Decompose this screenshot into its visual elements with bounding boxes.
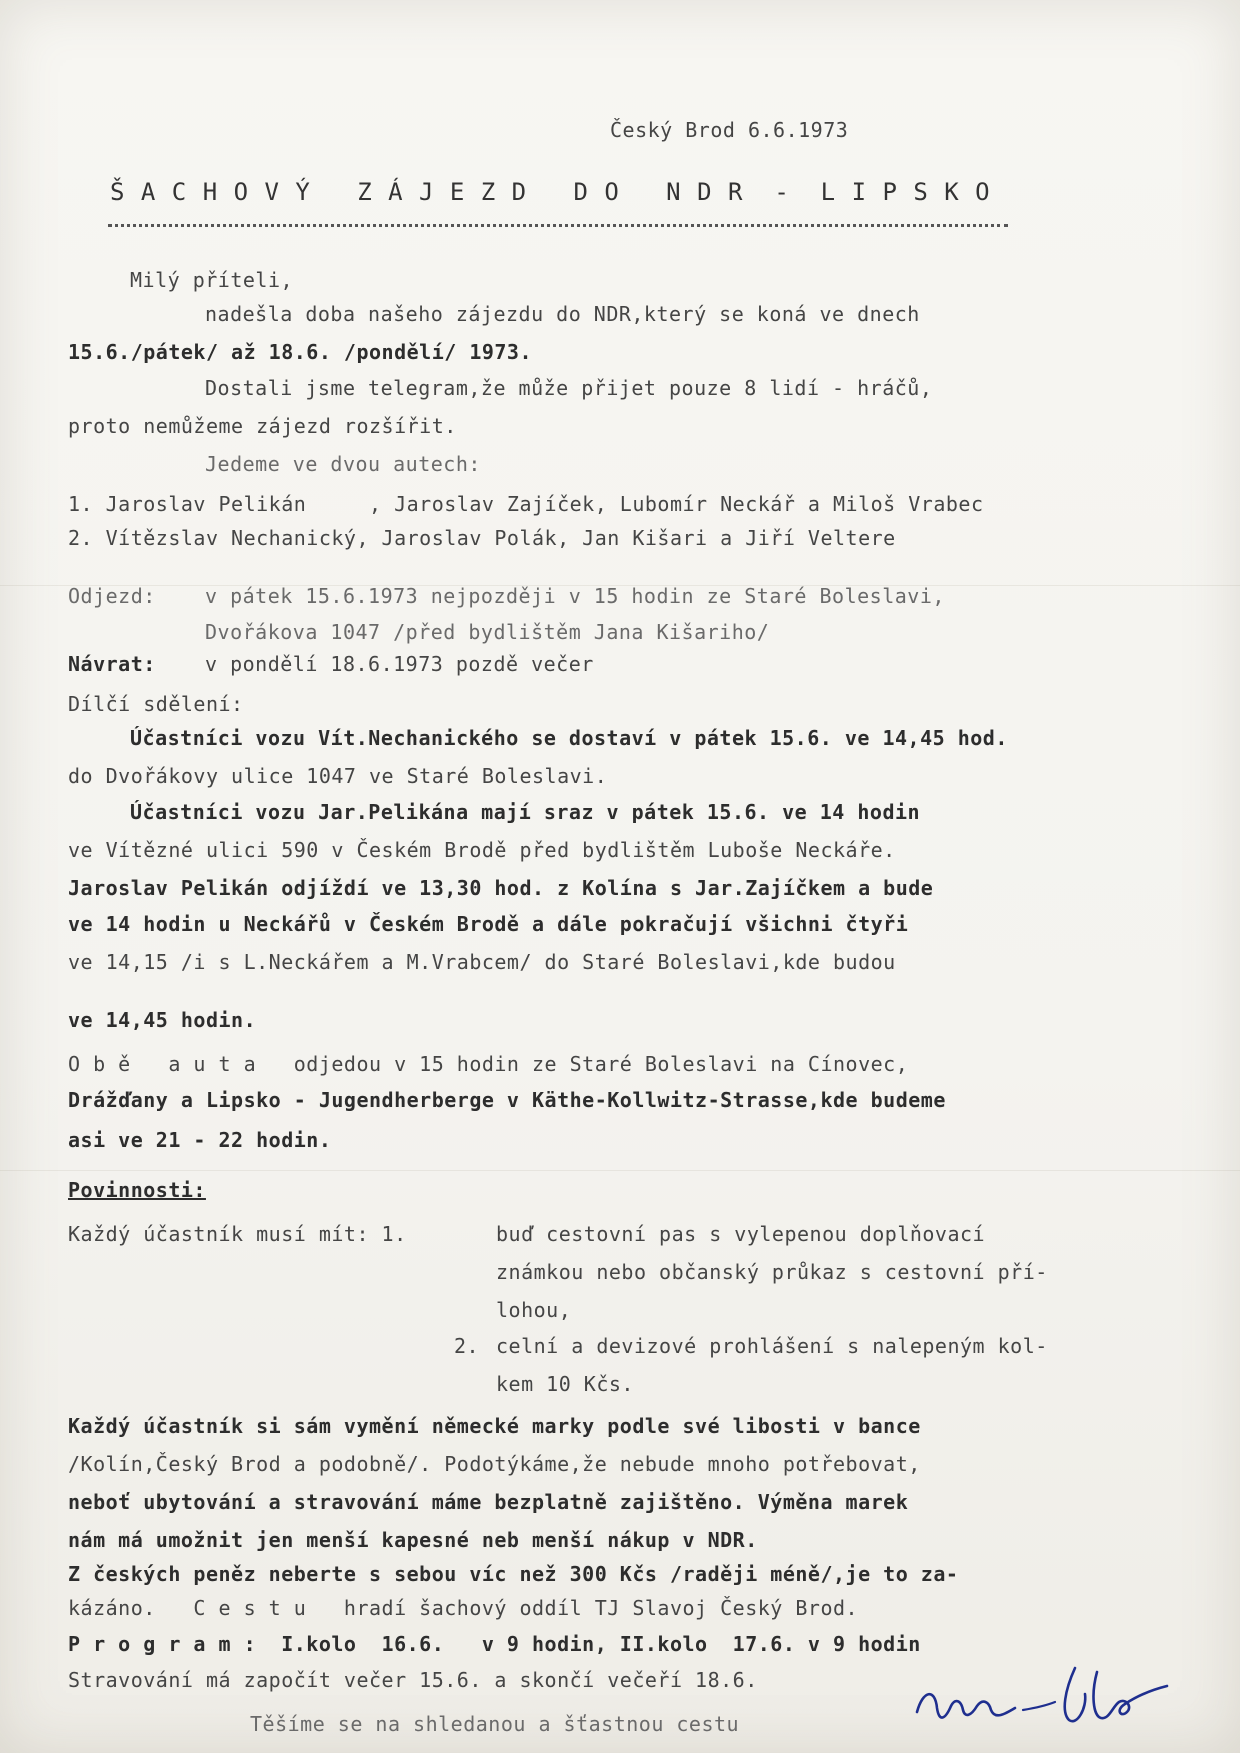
closing-line: P r o g r a m : I.kolo 16.6. v 9 hodin, II.kolo 17.6. v 9 hodin [68,1632,921,1656]
paper-fold-line [0,1170,1240,1171]
notice-line: Účastníci vozu Jar.Pelikána mají sraz v pátek 15.6. ve 14 hodin [130,800,921,824]
closing-line: nám má umožnit jen menší kapesné neb menší nákup v NDR. [68,1528,758,1552]
duty-item: celní a devizové prohlášení s nalepeným kol- [496,1334,1048,1358]
intro-line: 15.6./pátek/ až 18.6. /pondělí/ 1973. [68,340,533,364]
notice-line: ve 14 hodin u Neckářů v Českém Brodě a dále pokračují všichni čtyři [68,912,909,936]
handwritten-signature [905,1650,1175,1740]
duty-item: buď cestovní pas s vylepenou doplňovací [496,1222,986,1246]
intro-line: Jedeme ve dvou autech: [205,452,481,476]
greeting: Milý příteli, [130,268,294,292]
notice-line: ve Vítězné ulici 590 v Českém Brodě před bydlištěm Luboše Neckáře. [68,838,896,862]
car-crew-2: 2. Vítězslav Nechanický, Jaroslav Polák, Jan Kišari a Jiří Veltere [68,526,896,550]
duty-item: známkou nebo občanský průkaz s cestovní pří- [496,1260,1048,1284]
departure-text: Dvořákova 1047 /před bydlištěm Jana Kišariho/ [205,620,770,644]
both-cars-line: Drážďany a Lipsko - Jugendherberge v Käthe-Kollwitz-Strasse,kde budeme [68,1088,946,1112]
departure-label: Odjezd: [68,584,156,608]
duty-item: lohou, [496,1298,572,1322]
place-date: Český Brod 6.6.1973 [610,118,849,142]
return-text: v pondělí 18.6.1973 pozdě večer [205,652,594,676]
car-crew-1: 1. Jaroslav Pelikán , Jaroslav Zajíček, Lubomír Neckář a Miloš Vrabec [68,492,984,516]
closing-line: Stravování má započít večer 15.6. a skončí večeří 18.6. [68,1668,758,1692]
departure-text: v pátek 15.6.1973 nejpozději v 15 hodin ze Staré Boleslavi, [205,584,945,608]
return-label: Návrat: [68,652,156,676]
closing-line: Z českých peněz neberte s sebou víc než 300 Kčs /raději méně/,je to za- [68,1562,959,1586]
closing-line: neboť ubytování a stravování máme bezplatně zajištěno. Výměna marek [68,1490,909,1514]
notice-line: ve 14,45 hodin. [68,1008,257,1032]
notice-line: ve 14,15 /i s L.Neckářem a M.Vrabcem/ do Staré Boleslavi,kde budou [68,950,896,974]
notice-line: do Dvořákovy ulice 1047 ve Staré Boleslavi. [68,764,608,788]
title-underline [108,224,1008,227]
closing-line: kázáno. C e s t u hradí šachový oddíl TJ Slavoj Český Brod. [68,1596,859,1620]
duty-item-number: 2. [454,1334,480,1358]
duty-item: kem 10 Kčs. [496,1372,634,1396]
both-cars-line: O b ě a u t a odjedou v 15 hodin ze Staré Boleslavi na Cínovec, [68,1052,909,1076]
duties-lead: Každý účastník musí mít: 1. [68,1222,407,1246]
notice-line: Jaroslav Pelikán odjíždí ve 13,30 hod. z Kolína s Jar.Zajíčkem a bude [68,876,934,900]
intro-line: Dostali jsme telegram,že může přijet pouze 8 lidí - hráčů, [205,376,933,400]
closing-line: /Kolín,Český Brod a podobně/. Podotýkáme,že nebude mnoho potřebovat, [68,1452,921,1476]
section-heading: Povinnosti: [68,1178,206,1202]
page-title: Š A C H O V Ý Z Á J E Z D D O N D R - L I P S K O [110,178,991,206]
section-heading: Dílčí sdělení: [68,692,244,716]
both-cars-line: asi ve 21 - 22 hodin. [68,1128,332,1152]
intro-line: nadešla doba našeho zájezdu do NDR,který se koná ve dnech [205,302,920,326]
closing-line: Každý účastník si sám vymění německé marky podle své libosti v bance [68,1414,921,1438]
closing-line: Těšíme se na shledanou a šťastnou cestu [250,1712,740,1736]
intro-line: proto nemůžeme zájezd rozšířit. [68,414,457,438]
notice-line: Účastníci vozu Vít.Nechanického se dostaví v pátek 15.6. ve 14,45 hod. [130,726,1008,750]
